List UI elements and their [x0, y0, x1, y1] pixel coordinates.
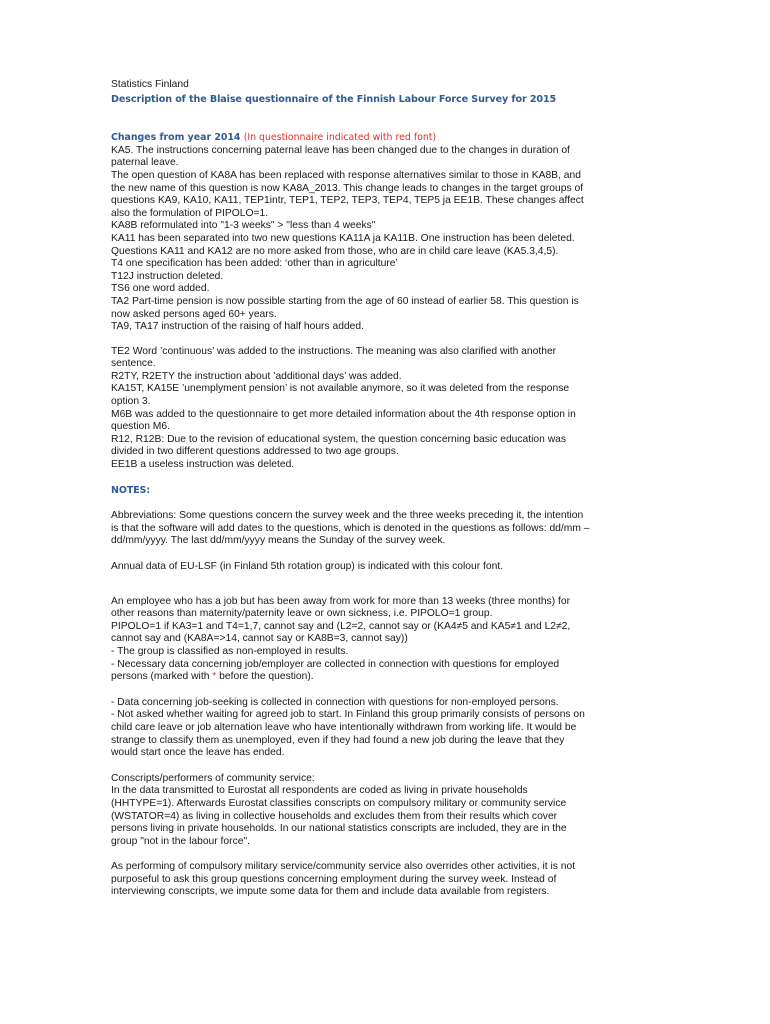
military-service-paragraph: As performing of compulsory military service/community service also overrides other activities, it is not purposeful to ask this group questions concerning employment during the survey week. Instead of interviewing conscripts, we impute some data for them and include data available from registers. [111, 861, 576, 898]
organization-name: Statistics Finland [111, 79, 189, 90]
asterisk-mark: * [212, 671, 217, 683]
jobseeking-line: - Not asked whether waiting for agreed job to start. In Finland this group primarily consists of persons on child care leave or job alternation leave who have intentionally withdrawn from working life. It would be strange to classify them as unemployed, even if they had found a new job during the leave that they would start once the leave has ended. [111, 709, 585, 759]
jobseeking-block [111, 697, 593, 760]
change-item: R2TY, R2ETY the instruction about ’additional days’ was added. [111, 370, 402, 382]
changes-list [111, 145, 593, 334]
change-item: EE1B a useless instruction was deleted. [111, 459, 295, 471]
change-item: M6B was added to the questionnaire to get more detailed information about the 4th response option in question M6. [111, 408, 576, 433]
employee-line: PIPOLO=1 if KA3=1 and T4=1,7, cannot say and (L2=2, cannot say or (KA4≠5 and KA5≠1 and L2≠2, cannot say and (KA8A=>14, cannot say or KA8B=3, cannot say)) [111, 620, 571, 645]
annual-data-paragraph: Annual data of EU-LSF (in Finland 5th rotation group) is indicated with this colour font. [111, 561, 504, 572]
change-item: TA2 Part-time pension is now possible starting from the age of 60 instead of earlier 58. This question is now asked persons aged 60+ years. [111, 295, 579, 320]
change-item: TS6 one word added. [111, 283, 210, 295]
change-item: KA8B reformulated into "1-3 weeks" > "less than 4 weeks" [111, 220, 376, 232]
document-title: Description of the Blaise questionnaire of the Finnish Labour Force Survey for 2015 [111, 93, 557, 105]
change-item: KA5. The instructions concerning paternal leave has been changed due to the changes in duration of paternal leave. [111, 144, 570, 169]
change-item: TE2 Word ’continuous’ was added to the instructions. The meaning was also clarified with another sentence. [111, 345, 557, 370]
conscripts-paragraph: In the data transmitted to Eurostat all respondents are coded as living in private households (HHTYPE=1). Afterwards Eurostat classifies conscripts on compulsory military or community service (WSTATOR=4) as living in collective households and excludes them from their results which cover persons living in private households. In our national statistics conscripts are included, they are in the group "not in the labour force". [111, 785, 567, 847]
change-item: R12, R12B: Due to the revision of educational system, the question concerning basic education was divided in two different questions addressed to two age groups. [111, 433, 567, 458]
employee-block [111, 596, 593, 684]
change-item: The open question of KA8A has been replaced with response alternatives similar to those in KA8B, and the new name of this question is now KA8A_2013. This change leads to changes in the target groups of questions KA9, KA10, KA11, TEP1intr, TEP1, TEP2, TEP3, TEP4, TEP5 ja EE1B. These changes affect also the formulation of PIPOLO=1. [111, 169, 584, 219]
necessary-text-pre: - Necessary data concerning job/employer are collected in connection with questions for employed persons (marked with [111, 658, 560, 683]
notes-heading: NOTES: [111, 484, 151, 496]
changes-heading-text: Changes from year 2014 [111, 132, 241, 144]
changes-list-2 [111, 346, 593, 472]
abbreviations-paragraph: Abbreviations: Some questions concern the survey week and the three weeks preceding it, the intention is that the software will add dates to the questions, which is denoted in the questions as follows: dd/mm – dd/mm/yyyy. The last dd/mm/yyyy means the Sunday of the survey week. [111, 510, 590, 547]
conscripts-block [111, 773, 593, 849]
jobseeking-line: - Data concerning job-seeking is collected in connection with questions for non-employed persons. [111, 696, 559, 708]
document-page [111, 79, 593, 899]
change-item: KA11 has been separated into two new questions KA11A ja KA11B. One instruction has been deleted. Questions KA11 and KA12 are no more asked from those, who are in child care leave (KA5.3,4,5). [111, 232, 575, 257]
change-item: KA15T, KA15E ’unemplyment pension’ is not available anymore, so it was deleted from the response option 3. [111, 383, 570, 408]
conscripts-heading: Conscripts/performers of community service: [111, 772, 315, 784]
employee-line: An employee who has a job but has been away from work for more than 13 weeks (three months) for other reasons than maternity/paternity leave or own sickness, i.e. PIPOLO=1 group. [111, 595, 571, 620]
change-item: T12J instruction deleted. [111, 270, 224, 282]
employee-line: - The group is classified as non-employed in results. [111, 645, 349, 657]
necessary-data-line [111, 659, 593, 684]
change-item: T4 one specification has been added: ‘other than in agriculture’ [111, 258, 398, 270]
changes-heading-note: (In questionnaire indicated with red font) [243, 132, 437, 144]
change-item: TA9, TA17 instruction of the raising of half hours added. [111, 321, 364, 333]
changes-heading [111, 132, 593, 145]
necessary-text-post: before the question). [216, 671, 314, 683]
